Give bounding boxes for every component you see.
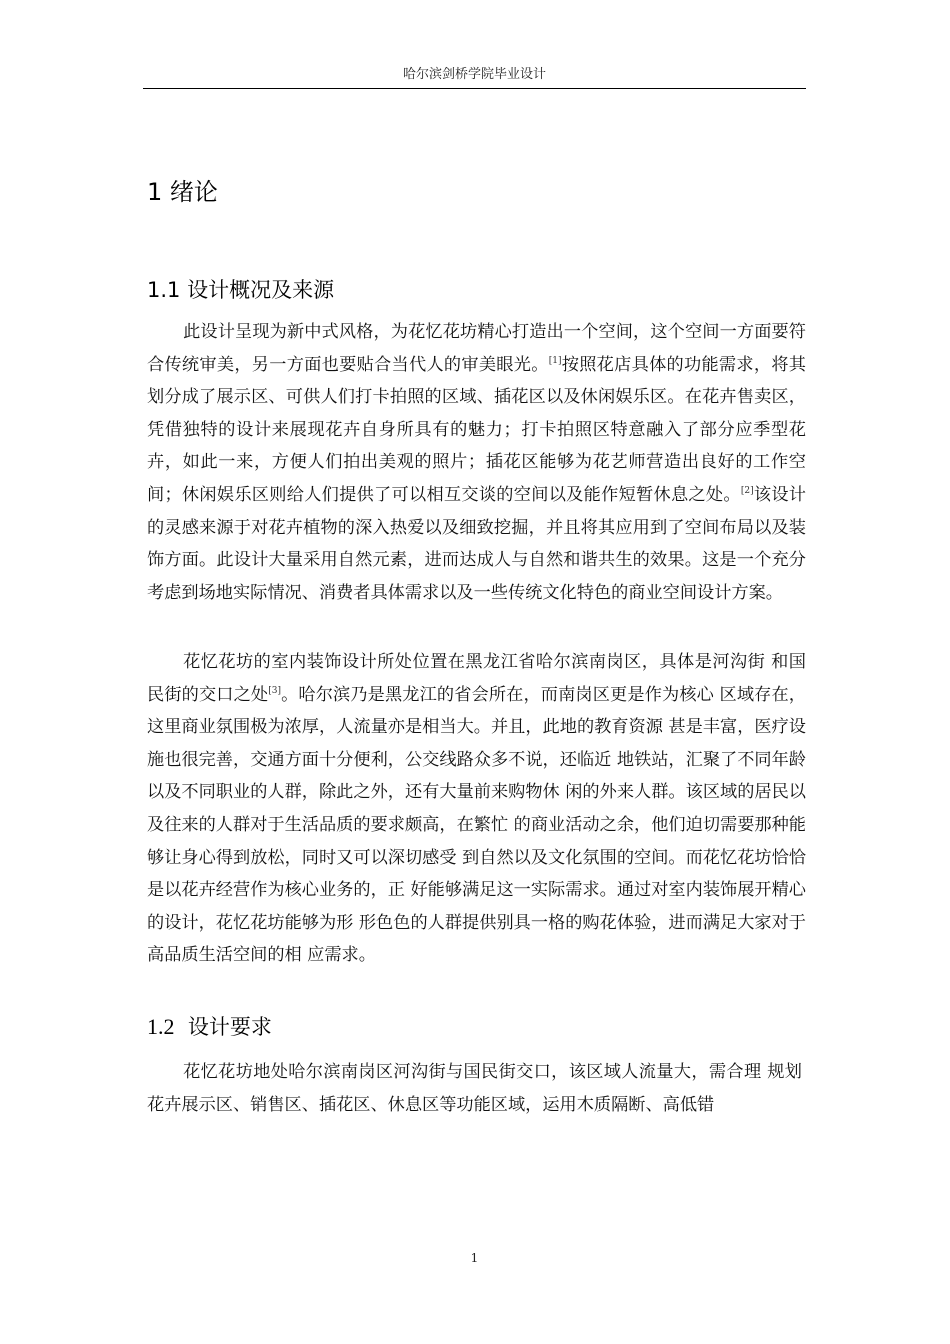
paragraph-text: 该设计的灵感来源于对花卉植物的深入热爱以及细致挖掘，并且将其应用到了空间布局以及装饰方面。此设计大量采用自然元素，进而达成人与自然和谐共生的效果。这是一个充分考虑到场地实际情况、消费者具体需求以及一些传统文化特色的商业空间设计方案。	[147, 484, 806, 603]
chapter-heading: 1 绪论	[147, 178, 218, 206]
citation-3: [3]	[268, 685, 281, 696]
section-number: 1.2	[147, 1014, 175, 1039]
running-header: 哈尔滨剑桥学院毕业设计	[402, 67, 546, 82]
header-rule	[143, 88, 806, 89]
paragraph-text: 花忆花坊的室内装饰设计所处位置在黑龙江省哈尔滨南岗区，具体是河沟街 和国民街的交口之处	[147, 652, 806, 705]
page-number: 1	[470, 1251, 479, 1265]
section-heading-1-1: 1.1 设计概况及来源	[147, 278, 335, 302]
paragraph-text: 。哈尔滨乃是黑龙江的省会所在，而南岗区更是作为核心 区域存在，这里商业氛围极为浓厚，人流量亦是相当大。并且，此地的教育资源 甚是丰富，医疗设施也很完善，交通方面十分便利，公交线路众多不说，还临近 地铁站，汇聚了不同年龄以及不同职业的人群，除此之外，还有大量前来购物休 闲的外来人群。该区域的居民以及往来的人群对于生活品质的要求颇高，在繁忙 的商业活动之余，他们迫切需要那种能够让身心得到放松，同时又可以深切感受 到自然以及文化氛围的空间。而花忆花坊恰恰是以花卉经营作为核心业务的，正 好能够满足这一实际需求。通过对室内装饰展开精心的设计，花忆花坊能够为形 形色色的人群提供别具一格的购花体验，进而满足大家对于高品质生活空间的相 应需求。	[147, 684, 806, 966]
paragraph-site-location	[147, 646, 806, 972]
citation-1: [1]	[548, 355, 562, 366]
citation-2: [2]	[740, 485, 754, 496]
paragraph-design-overview	[147, 316, 806, 609]
section-heading-1-2	[147, 1013, 272, 1041]
paragraph-text: 按照花店具体的功能需求，将其划分成了展示区、可供人们打卡拍照的区域、插花区以及休闲娱乐区。在花卉售卖区，凭借独特的设计来展现花卉自身所具有的魅力；打卡拍照区特意融入了部分应季型花卉，如此一来，方便人们拍出美观的照片；插花区能够为花艺师营造出良好的工作空间；休闲娱乐区则给人们提供了可以相互交谈的空间以及能作短暂休息之处。	[147, 354, 806, 505]
paragraph-text: 此设计呈现为新中式风格，为花忆花坊精心打造出一个空间，这个空间一方面要符合传统审美，另一方面也要贴合当代人的审美眼光。	[147, 322, 806, 375]
paragraph-design-requirements: 花忆花坊地处哈尔滨南岗区河沟街与国民街交口，该区域人流量大，需合理 规划花卉展示区、销售区、插花区、休息区等功能区域，运用木质隔断、高低错	[147, 1062, 802, 1115]
section-title: 设计要求	[187, 1015, 272, 1039]
